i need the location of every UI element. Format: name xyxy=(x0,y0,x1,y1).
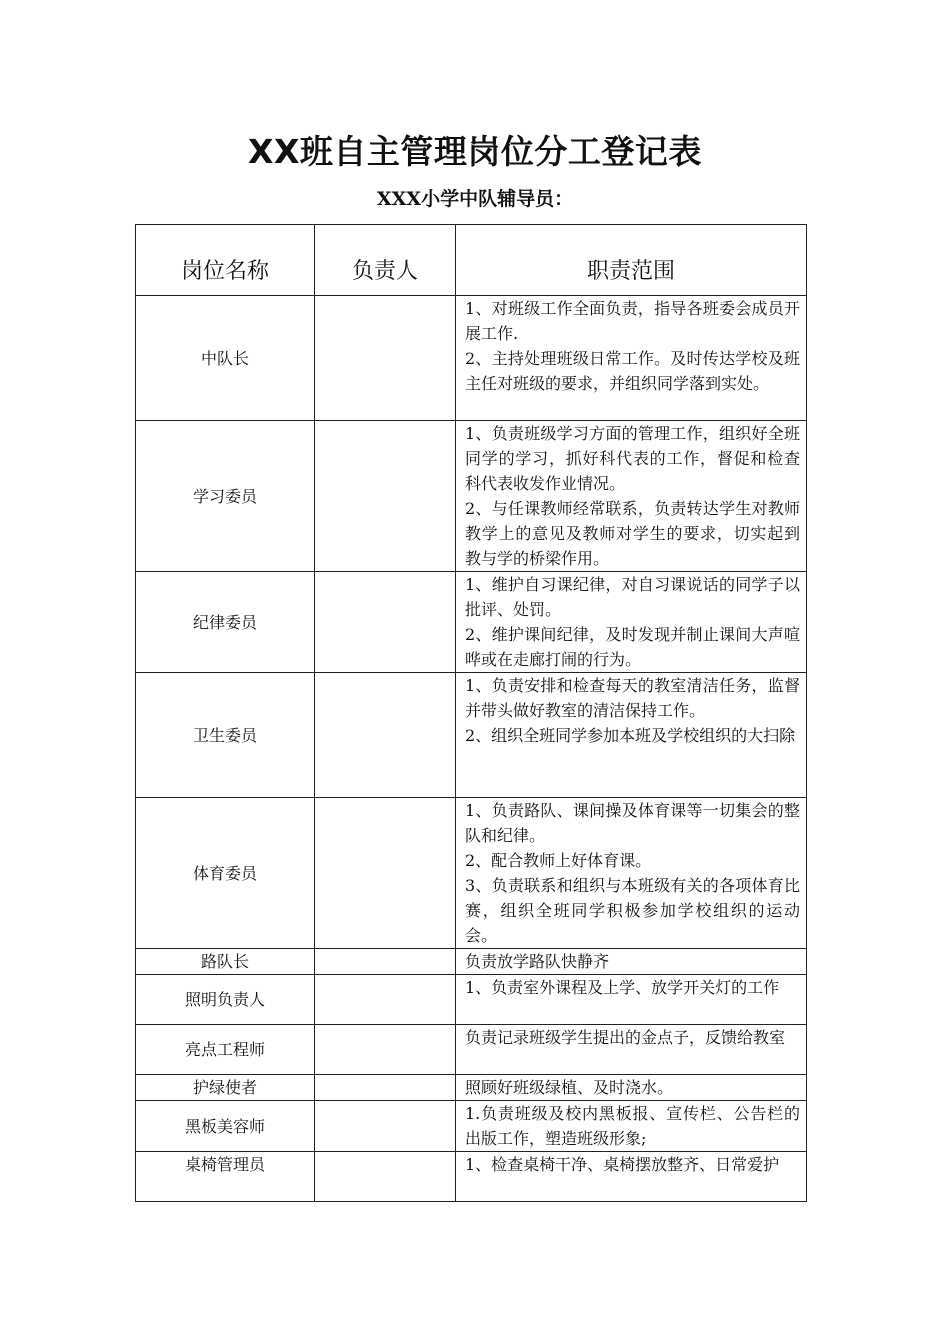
owner-cell[interactable] xyxy=(315,1152,456,1202)
header-duties: 职责范围 xyxy=(456,225,807,296)
role-cell: 中队长 xyxy=(136,296,315,421)
duty-item: 1、负责路队、课间操及体育课等一切集会的整队和纪律。 xyxy=(465,801,800,845)
duty-item: 照顾好班级绿植、及时浇水。 xyxy=(465,1078,674,1097)
table-row xyxy=(136,673,807,798)
role-cell: 体育委员 xyxy=(136,798,315,949)
table-row xyxy=(136,1101,807,1152)
table-header-row xyxy=(136,225,807,296)
duty-cell xyxy=(456,1101,807,1152)
role-cell: 路队长 xyxy=(136,949,315,975)
owner-cell[interactable] xyxy=(315,1075,456,1101)
header-role: 岗位名称 xyxy=(136,225,315,296)
header-owner: 负责人 xyxy=(315,225,456,296)
duty-item: 1.负责班级及校内黑板报、宣传栏、公告栏的出版工作，塑造班级形象; xyxy=(465,1104,800,1148)
duty-cell xyxy=(456,1075,807,1101)
duty-item: 1、负责班级学习方面的管理工作，组织好全班同学的学习，抓好科代表的工作，督促和检查科代表收发作业情况。 xyxy=(465,424,800,493)
owner-cell[interactable] xyxy=(315,798,456,949)
role-cell: 照明负责人 xyxy=(136,975,315,1025)
owner-cell[interactable] xyxy=(315,673,456,798)
page-subtitle: XXX小学中队辅导员： xyxy=(376,188,574,210)
duty-item: 1、维护自习课纪律，对自习课说话的同学子以批评、处罚。 xyxy=(465,575,800,619)
duty-item: 2、主持处理班级日常工作。及时传达学校及班主任对班级的要求，并组织同学落到实处。 xyxy=(465,349,800,393)
role-cell: 亮点工程师 xyxy=(136,1025,315,1075)
duty-item: 1、负责室外课程及上学、放学开关灯的工作 xyxy=(465,978,780,997)
role-cell: 黑板美容师 xyxy=(136,1101,315,1152)
owner-cell[interactable] xyxy=(315,1025,456,1075)
table-row xyxy=(136,1025,807,1075)
table-row xyxy=(136,296,807,421)
duty-item: 2、与任课教师经常联系，负责转达学生对教师教学上的意见及教师对学生的要求，切实起到教与学的桥梁作用。 xyxy=(465,499,800,568)
owner-cell[interactable] xyxy=(315,949,456,975)
duty-cell xyxy=(456,975,807,1025)
page-title: XX班自主管理岗位分工登记表 xyxy=(248,132,702,171)
table-row xyxy=(136,572,807,673)
duty-cell xyxy=(456,798,807,949)
duty-item: 2、组织全班同学参加本班及学校组织的大扫除 xyxy=(465,726,796,745)
role-cell: 护绿使者 xyxy=(136,1075,315,1101)
table-row xyxy=(136,1075,807,1101)
table-row xyxy=(136,949,807,975)
duty-cell xyxy=(456,673,807,798)
duty-cell xyxy=(456,296,807,421)
duty-item: 2、维护课间纪律，及时发现并制止课间大声喧哗或在走廊打闹的行为。 xyxy=(465,625,800,669)
duty-item: 负责放学路队快静齐 xyxy=(465,952,610,971)
role-cell: 纪律委员 xyxy=(136,572,315,673)
table-row xyxy=(136,975,807,1025)
table-row xyxy=(136,798,807,949)
duty-item: 1、对班级工作全面负责，指导各班委会成员开展工作. xyxy=(465,299,800,343)
duty-item: 3、负责联系和组织与本班级有关的各项体育比赛，组织全班同学积极参加学校组织的运动会。 xyxy=(465,876,800,945)
duty-cell xyxy=(456,1152,807,1202)
owner-cell[interactable] xyxy=(315,975,456,1025)
duty-table xyxy=(135,224,807,1202)
owner-cell[interactable] xyxy=(315,572,456,673)
duty-cell xyxy=(456,421,807,572)
owner-cell[interactable] xyxy=(315,1101,456,1152)
table-row xyxy=(136,1152,807,1202)
duty-cell xyxy=(456,1025,807,1075)
owner-cell[interactable] xyxy=(315,421,456,572)
role-cell: 桌椅管理员 xyxy=(136,1152,315,1202)
duty-item: 2、配合教师上好体育课。 xyxy=(465,851,652,870)
role-cell: 卫生委员 xyxy=(136,673,315,798)
duty-cell xyxy=(456,572,807,673)
role-cell: 学习委员 xyxy=(136,421,315,572)
duty-item: 1、检查桌椅干净、桌椅摆放整齐、日常爱护 xyxy=(465,1155,780,1174)
duty-item: 负责记录班级学生提出的金点子，反馈给教室 xyxy=(465,1028,786,1047)
duty-cell xyxy=(456,949,807,975)
table-row xyxy=(136,421,807,572)
duty-item: 1、负责安排和检查每天的教室清洁任务，监督并带头做好教室的清洁保持工作。 xyxy=(465,676,800,720)
owner-cell[interactable] xyxy=(315,296,456,421)
